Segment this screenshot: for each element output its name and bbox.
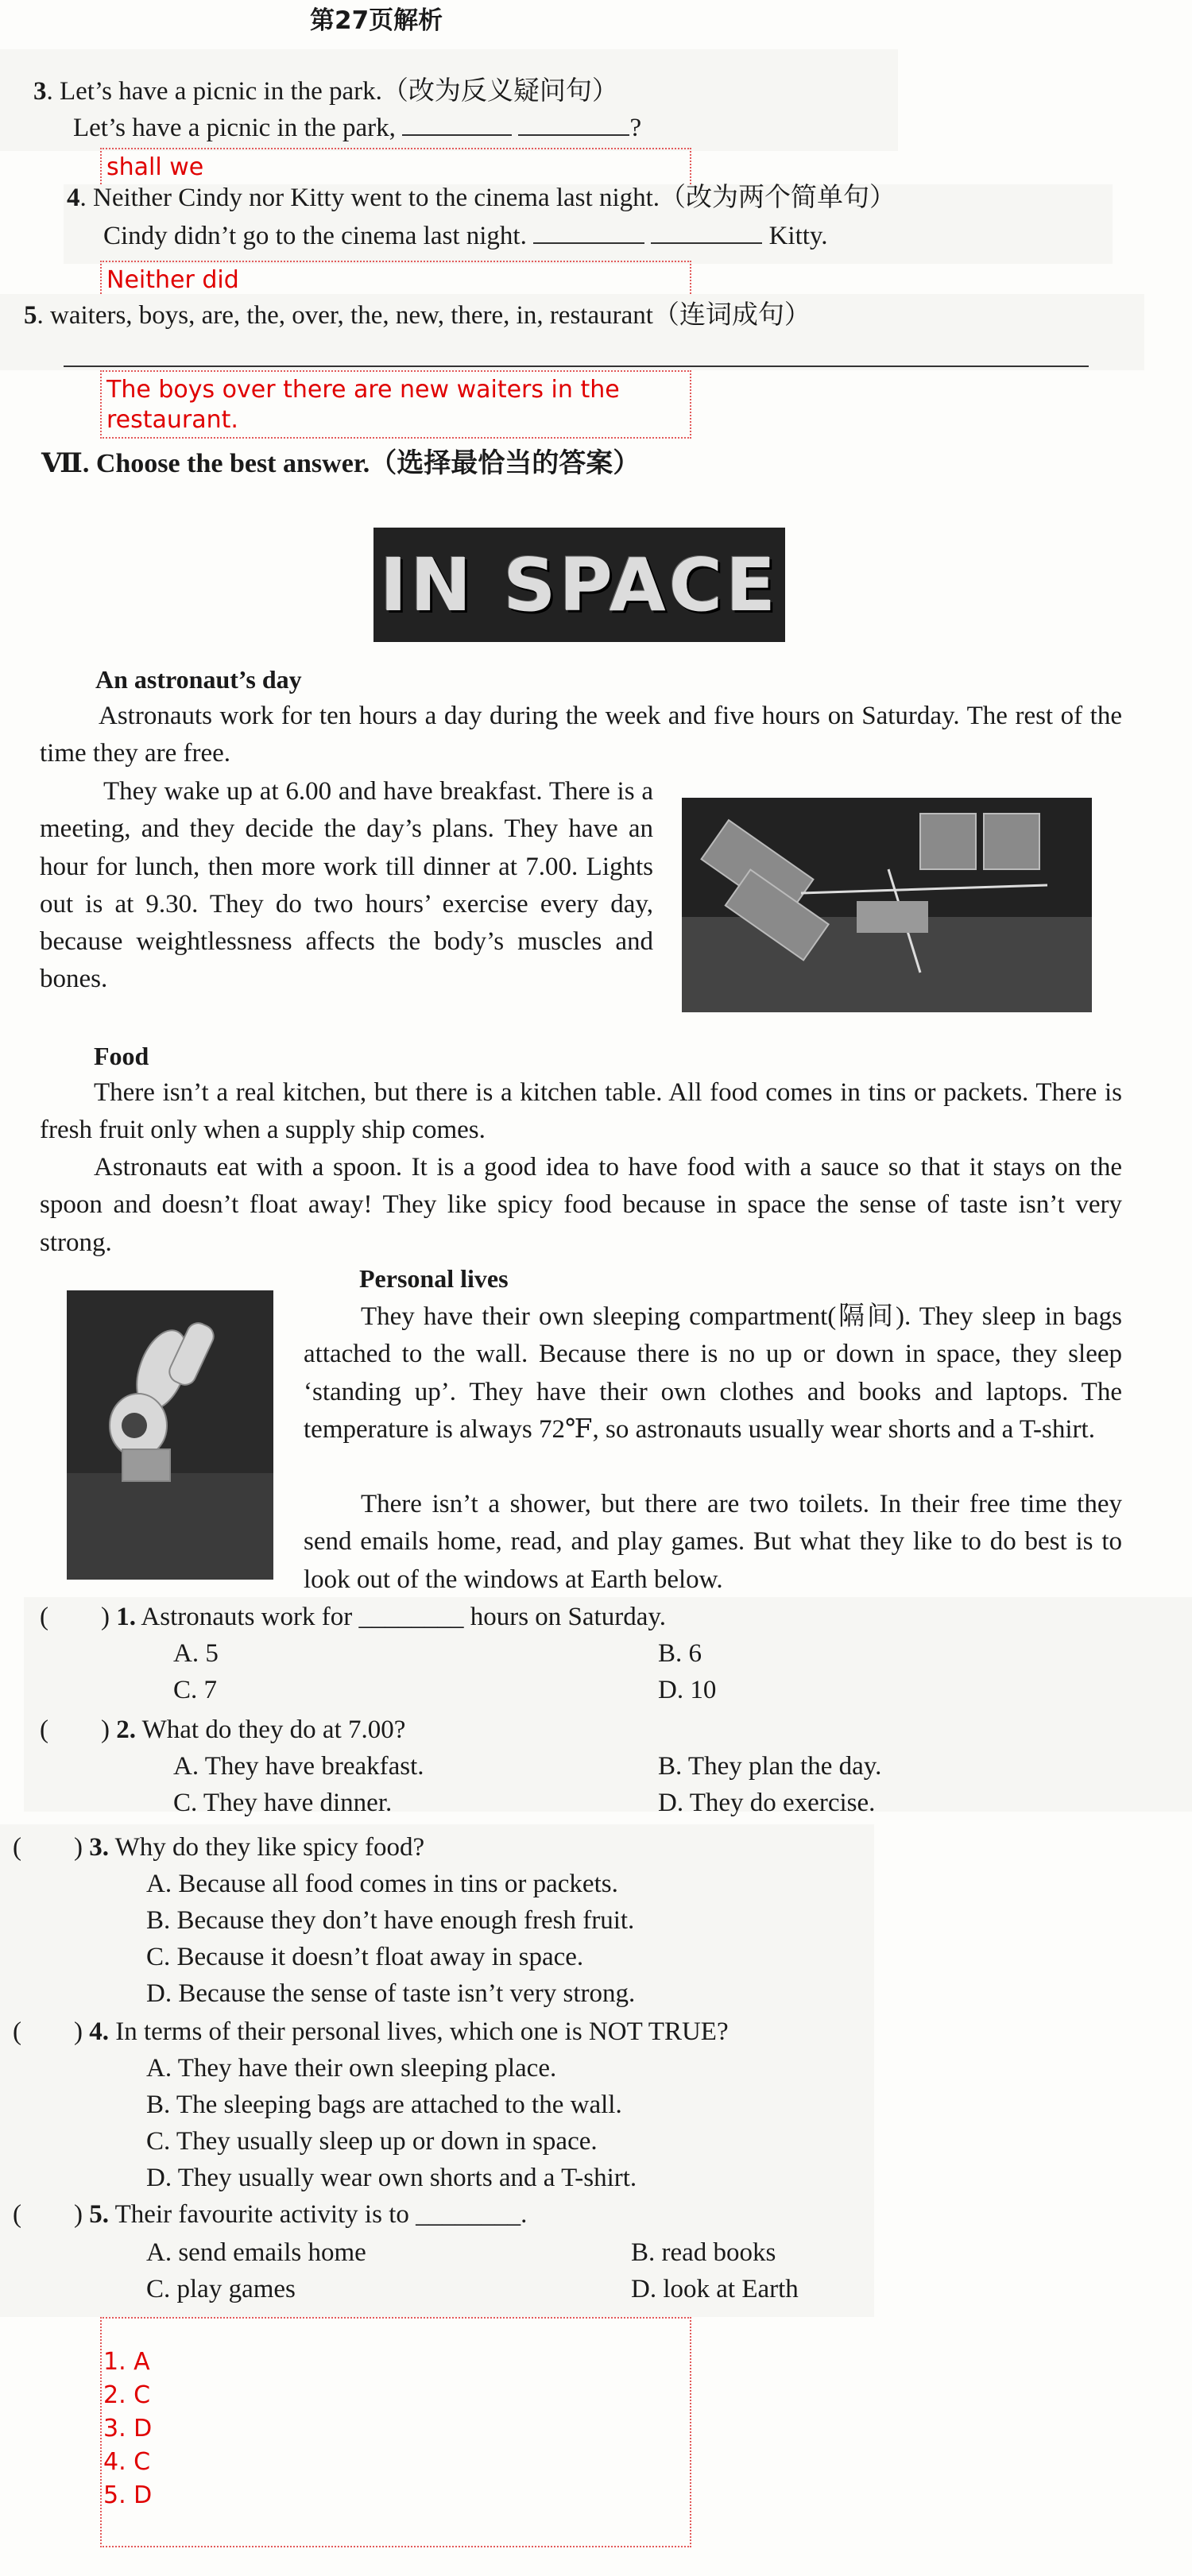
question-4-stem: In terms of their personal lives, which one is NOT TRUE?	[115, 2017, 729, 2046]
paragraph-4: Astronauts eat with a spoon. It is a good idea to have food with a sauce so that it stays on the spoon and doesn’t float away! They like spicy food because in space the sense of taste isn’t very strong.	[40, 1153, 1122, 1257]
question-2-option-c[interactable]: C. They have dinner.	[173, 1789, 393, 1817]
question-3-option-b[interactable]: B. Because they don’t have enough fresh fruit.	[146, 1906, 635, 1935]
question-4-option-a[interactable]: A. They have their own sleeping place.	[146, 2054, 557, 2083]
answer-key-4: 4. C	[103, 2448, 151, 2476]
question-3-option-d[interactable]: D. Because the sense of taste isn’t very strong.	[146, 1979, 636, 2008]
answer-key-box	[100, 2317, 691, 2547]
page-title: 第27页解析	[310, 6, 443, 35]
q3-text: Let’s have a picnic in the park.（改为反义疑问句）	[60, 77, 618, 106]
question-4-number: 4.	[89, 2017, 109, 2046]
question-1-stem: Astronauts work for ________ hours on Saturday.	[141, 1603, 666, 1631]
question-5-option-d[interactable]: D. look at Earth	[631, 2275, 799, 2303]
subhead-food: Food	[94, 1042, 149, 1070]
question-5	[13, 2196, 527, 2234]
q3-end: ?	[629, 114, 642, 142]
question-1-number: 1.	[116, 1603, 136, 1631]
answer-key-5: 5. D	[103, 2481, 153, 2509]
answer-key-3: 3. D	[103, 2415, 153, 2443]
question-1-option-a[interactable]: A. 5	[173, 1639, 219, 1668]
question-2-stem: What do they do at 7.00?	[141, 1715, 406, 1744]
q5-line1: 5. waiters, boys, are, the, over, the, new, there, in, restaurant（连词成句）	[24, 301, 811, 330]
q3-line2	[73, 110, 641, 147]
in-space-banner	[373, 528, 785, 642]
answer-key-1: 1. A	[103, 2348, 150, 2376]
question-4-option-c[interactable]: C. They usually sleep up or down in space.	[146, 2127, 598, 2156]
q3-blank-1	[402, 110, 512, 136]
answer-box-q5	[100, 370, 691, 439]
q4-line1: 4. Neither Cindy nor Kitty went to the cinema last night.（改为两个简单句）	[67, 184, 896, 212]
astronaut-photo	[67, 1290, 273, 1580]
answer-q5: The boys over there are new waiters in the restaurant.	[106, 376, 620, 434]
answer-q3: shall we	[106, 153, 204, 181]
paragraph-3: There isn’t a real kitchen, but there is a kitchen table. All food comes in tins or packets. There is fresh fruit only when a supply ship comes.	[40, 1078, 1122, 1145]
question-4-paren: ( )	[13, 2017, 83, 2046]
section-heading: Ⅶ. Choose the best answer.（选择最恰当的答案）	[41, 449, 641, 478]
question-2-option-a[interactable]: A. They have breakfast.	[173, 1752, 424, 1781]
question-5-option-c[interactable]: C. play games	[146, 2275, 296, 2303]
q5-answer-line	[64, 366, 1089, 367]
q5-number: 5	[24, 301, 37, 330]
q4-blank-1	[533, 219, 644, 244]
q3-sentence: Let’s have a picnic in the park,	[73, 114, 396, 142]
q4-sentence: Cindy didn’t go to the cinema last night.	[103, 222, 527, 250]
question-1-option-b[interactable]: B. 6	[658, 1639, 702, 1668]
question-3	[13, 1829, 424, 1866]
q4-text: Neither Cindy nor Kitty went to the cinema last night.（改为两个简单句）	[93, 184, 896, 212]
question-1-option-d[interactable]: D. 10	[658, 1676, 717, 1704]
paragraph-2: They wake up at 6.00 and have breakfast. There is a meeting, and they decide the day’s plans. They have an hour for lunch, then more work till dinner at 7.00. Lights out is at 9.30. They do two hours’ exercise every day, because weightlessness affects the body’s muscles and bones.	[40, 777, 653, 994]
question-3-option-c[interactable]: C. Because it doesn’t float away in space.	[146, 1943, 584, 1971]
question-3-number: 3.	[89, 1833, 109, 1862]
q3-number: 3	[33, 77, 47, 106]
question-2-paren: ( )	[40, 1715, 110, 1744]
question-3-stem: Why do they like spicy food?	[114, 1833, 425, 1862]
question-3-paren: ( )	[13, 1833, 83, 1862]
question-2-option-b[interactable]: B. They plan the day.	[658, 1752, 882, 1781]
q4-end: Kitty.	[768, 222, 828, 250]
question-1	[40, 1599, 666, 1636]
question-5-option-a[interactable]: A. send emails home	[146, 2238, 366, 2267]
answer-key-2: 2. C	[103, 2381, 151, 2409]
question-2-number: 2.	[116, 1715, 136, 1744]
space-station-photo	[682, 798, 1092, 1012]
paragraph-1: Astronauts work for ten hours a day during the week and five hours on Saturday. The rest of the time they are free.	[40, 702, 1122, 768]
question-5-number: 5.	[89, 2200, 109, 2229]
subhead-astronauts-day: An astronaut’s day	[95, 665, 302, 694]
question-5-paren: ( )	[13, 2200, 83, 2229]
banner-text: IN SPACE	[379, 542, 780, 628]
question-4-option-b[interactable]: B. The sleeping bags are attached to the wall.	[146, 2091, 622, 2119]
q4-line2	[103, 218, 828, 255]
answer-q4: Neither did	[106, 266, 239, 294]
question-2-option-d[interactable]: D. They do exercise.	[658, 1789, 876, 1817]
subhead-personal-lives: Personal lives	[359, 1264, 509, 1293]
question-1-paren: ( )	[40, 1603, 110, 1631]
q3-blank-2	[518, 110, 629, 136]
q4-number: 4	[67, 184, 80, 212]
astronaut-illustration	[67, 1290, 273, 1580]
question-5-stem: Their favourite activity is to ________.	[114, 2200, 528, 2229]
q3-line1: 3. Let’s have a picnic in the park.（改为反义疑问句）	[33, 77, 618, 106]
question-3-option-a[interactable]: A. Because all food comes in tins or packets.	[146, 1870, 618, 1898]
paragraph-6: There isn’t a shower, but there are two toilets. In their free time they send emails home, read, and play games. But what they like to do best is to look out of the windows at Earth below.	[304, 1490, 1122, 1594]
question-4	[13, 2013, 729, 2051]
space-station-illustration	[682, 798, 1092, 1012]
paragraph-5: They have their own sleeping compartment(隔间). They sleep in bags attached to the wall. Because there is no up or down in space, they sleep ‘standing up’. They have their own clothes and books and laptops. The temperature is always 72℉, so astronauts usually wear shorts and a T-shirt.	[304, 1302, 1122, 1444]
q5-text: waiters, boys, are, the, over, the, new, there, in, restaurant（连词成句）	[50, 301, 811, 330]
question-4-option-d[interactable]: D. They usually wear own shorts and a T-shirt.	[146, 2164, 637, 2192]
question-1-option-c[interactable]: C. 7	[173, 1676, 218, 1704]
question-5-option-b[interactable]: B. read books	[631, 2238, 776, 2267]
q4-blank-2	[651, 219, 762, 244]
question-2	[40, 1712, 405, 1749]
